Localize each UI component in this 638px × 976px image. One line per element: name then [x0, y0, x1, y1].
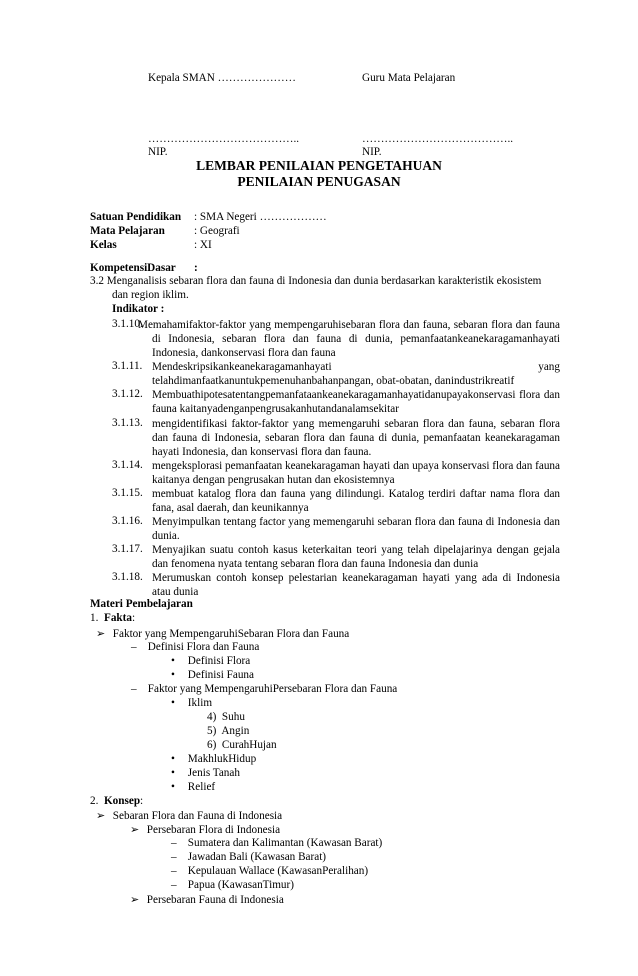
- iklim-subitem: [207, 711, 245, 723]
- teacher-signature-line: …………………………………..: [362, 133, 514, 145]
- definisi-flora-text: Definisi Flora: [187, 655, 251, 667]
- principal-title: Kepala SMAN …………………: [148, 72, 296, 84]
- konsep-main-text: Sebaran Flora dan Fauna di Indonesia: [112, 810, 283, 822]
- dash-bullet-icon: –: [131, 641, 137, 653]
- round-bullet-icon: •: [171, 767, 175, 779]
- identity-label-school: Satuan Pendidikan: [90, 211, 182, 223]
- flora-region-item: [171, 837, 382, 849]
- teacher-nip: NIP.: [362, 146, 382, 158]
- arrow-bullet-icon: ➢: [96, 628, 106, 640]
- flora-region-text: Sumatera dan Kalimantan (Kawasan Barat): [187, 837, 383, 849]
- principal-signature-line: …………………………………..: [148, 133, 300, 145]
- tanah-text: Jenis Tanah: [187, 767, 240, 779]
- fakta-main-text: Faktor yang MempengaruhiSebaran Flora dan Fauna: [112, 628, 350, 640]
- identity-label-class: Kelas: [90, 239, 117, 251]
- arrow-bullet-icon: ➢: [96, 810, 106, 822]
- relief-text: Relief: [187, 781, 216, 793]
- dash-bullet-icon: –: [171, 851, 177, 863]
- flora-region-item: [171, 879, 294, 891]
- indikator-text: mengeksplorasi pemanfaatan keanekaragaman hayati dan upaya konservasi flora dan fauna kaitanya dengan pengrusakan hutan dan ekosistemnya: [152, 460, 560, 486]
- round-bullet-icon: •: [171, 753, 175, 765]
- iklim-subitem-text: Suhu: [221, 711, 245, 723]
- definisi-flora-item: [171, 655, 250, 667]
- identity-label-subject: Mata Pelajaran: [90, 225, 165, 237]
- relief-item: [171, 781, 215, 793]
- definisi-text: Definisi Flora dan Fauna: [147, 641, 260, 653]
- round-bullet-icon: •: [171, 781, 175, 793]
- flora-main-text: Persebaran Flora di Indonesia: [146, 824, 281, 836]
- indikator-text: Membuathipotesatentangpemanfataankeanekaragamanhayatidanupayakonservasi flora dan fauna kaitanyadenganpengrusakanhutandanalamsekitar: [152, 389, 560, 415]
- iklim-subitem: [207, 739, 277, 751]
- konsep-number: 2.: [90, 795, 99, 807]
- fakta-heading: [90, 612, 135, 624]
- flora-region-text: Kepulauan Wallace (KawasanPeralihan): [187, 865, 369, 877]
- flora-main-item: [130, 823, 280, 836]
- faktor-text: Faktor yang MempengaruhiPersebaran Flora dan Fauna: [147, 683, 398, 695]
- indikator-text: Merumuskan contoh konsep pelestarian keanekaragaman hayati yang ada di Indonesia atau dunia: [152, 572, 560, 598]
- teacher-title: Guru Mata Pelajaran: [362, 72, 456, 84]
- indikator-num: 3.1.10.: [112, 318, 143, 330]
- dash-bullet-icon: –: [171, 879, 177, 891]
- konsep-main-item: [96, 809, 282, 822]
- indikator-label: Indikator :: [112, 303, 165, 315]
- indikator-num: 3.1.11.: [112, 360, 143, 372]
- indikator-num: 3.1.14.: [112, 459, 143, 471]
- identity-value-class: : XI: [194, 239, 212, 251]
- indikator-text: membuat katalog flora dan fauna yang dilindungi. Katalog terdiri daftar nama flora dan fana, asal daerah, dan keunikannya: [152, 488, 560, 514]
- flora-region-item: [171, 865, 368, 877]
- round-bullet-icon: •: [171, 669, 175, 681]
- fauna-main-item: [130, 893, 284, 906]
- definisi-item: [131, 641, 259, 653]
- iklim-subitem-num: 6): [207, 739, 217, 751]
- flora-region-item: [171, 851, 326, 863]
- indikator-text: Menyajikan suatu contoh kasus keterkaitan teori yang telah dipelajarinya dengan gejala dan fenomena nyata tentang sebaran flora dan fauna Indonesia dan dunia: [152, 544, 560, 570]
- round-bullet-icon: •: [171, 655, 175, 667]
- konsep-colon: :: [140, 795, 144, 807]
- indikator-num: 3.1.12.: [112, 388, 143, 400]
- materi-heading: Materi Pembelajaran: [90, 598, 193, 610]
- iklim-subitem-text: Angin: [221, 725, 250, 737]
- konsep-label: Konsep: [103, 795, 141, 807]
- flora-region-text: Papua (KawasanTimur): [187, 879, 294, 891]
- dash-bullet-icon: –: [131, 683, 137, 695]
- identity-value-subject: : Geografi: [194, 225, 240, 237]
- iklim-subitem: [207, 725, 249, 737]
- iklim-subitem-num: 5): [207, 725, 217, 737]
- document-subtitle: PENILAIAN PENUGASAN: [237, 174, 401, 189]
- document-title: LEMBAR PENILAIAN PENGETAHUAN: [196, 158, 442, 173]
- kd-text-line2: dan region iklim.: [112, 289, 189, 301]
- indikator-num: 3.1.15.: [112, 487, 143, 499]
- iklim-subitem-num: 4): [207, 711, 217, 723]
- fakta-colon: :: [131, 612, 136, 624]
- fakta-label: Fakta: [103, 612, 132, 624]
- makhluk-item: [171, 753, 256, 765]
- iklim-text: Iklim: [187, 697, 213, 709]
- indikator-text: mengidentifikasi faktor-faktor yang memengaruhi sebaran flora dan fauna, sebaran flora dan fauna di Indonesia, sebaran flora dan fauna di dunia, pemanfaatan keanekaragaman hayati Indonesia, dan konservasi flora dan fauna.: [152, 418, 560, 458]
- fakta-number: 1.: [90, 612, 99, 624]
- iklim-item: [171, 697, 212, 709]
- iklim-subitem-text: CurahHujan: [221, 739, 277, 751]
- fakta-main-item: [96, 627, 349, 640]
- identity-value-school: : SMA Negeri ………………: [194, 211, 327, 223]
- kompetensi-label: KompetensiDasar: [90, 262, 176, 274]
- indikator-text: Menyimpulkan tentang factor yang memengaruhi sebaran flora dan fauna di Indonesia dan dunia.: [152, 516, 560, 542]
- dash-bullet-icon: –: [171, 865, 177, 877]
- indikator-text: Memahamifaktor-faktor yang mempengaruhisebaran flora dan fauna, sebaran flora dan fauna di Indonesia, sebaran flora dan fauna di dunia, pemanfaatankeanekaragamanhayati Indonesia, dankonservasi flora dan fauna: [138, 319, 560, 359]
- konsep-heading: [90, 795, 143, 807]
- definisi-fauna-text: Definisi Fauna: [187, 669, 254, 681]
- faktor-item: [131, 683, 397, 695]
- indikator-num: 3.1.17.: [112, 543, 143, 555]
- flora-region-text: Jawadan Bali (Kawasan Barat): [187, 851, 327, 863]
- indikator-text: Mendeskripsikankeanekaragamanhayati yang telahdimanfaatkanuntukpemenuhanbahanpangan, obat-obatan, danindustrikreatif: [152, 361, 560, 387]
- arrow-bullet-icon: ➢: [130, 894, 140, 906]
- dash-bullet-icon: –: [171, 837, 177, 849]
- principal-nip: NIP.: [148, 146, 168, 158]
- makhluk-text: MakhlukHidup: [187, 753, 257, 765]
- round-bullet-icon: •: [171, 697, 175, 709]
- indikator-num: 3.1.13.: [112, 417, 143, 429]
- fauna-main-text: Persebaran Fauna di Indonesia: [146, 894, 284, 906]
- indikator-num: 3.1.16.: [112, 515, 143, 527]
- kd-text-line1: 3.2 Menganalisis sebaran flora dan fauna di Indonesia dan dunia berdasarkan karakteristik ekosistem: [90, 275, 542, 287]
- kompetensi-colon: :: [194, 262, 198, 274]
- arrow-bullet-icon: ➢: [130, 824, 140, 836]
- tanah-item: [171, 767, 240, 779]
- definisi-fauna-item: [171, 669, 254, 681]
- indikator-num: 3.1.18.: [112, 571, 143, 583]
